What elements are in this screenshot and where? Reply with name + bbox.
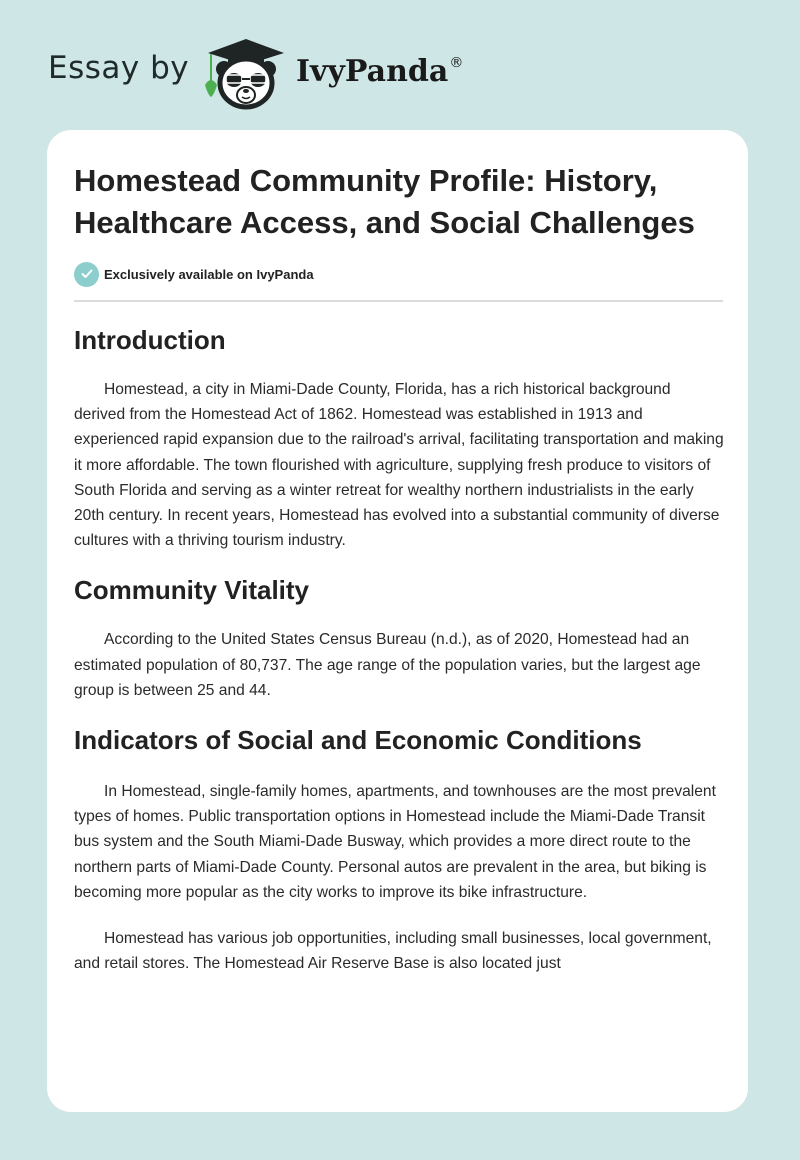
paragraph: Homestead, a city in Miami-Dade County, Florida, has a rich historical background derived from the Homestead Act of 1862. Homestead was established in 1913 and experienced rapid expansion due to the railroad's arrival, facilitating transportation and making it more affordable. The town flourished with agriculture, supplying fresh produce to visitors of South Florida and serving as a winter retreat for wealthy northern industrialists in the early 20th century. In recent years, Homestead has evolved into a substantial community of diverse cultures with a thriving tourism industry. <box>74 381 724 550</box>
exclusive-badge <box>74 262 724 286</box>
registered-mark: ® <box>449 55 464 71</box>
badge-label: Exclusively available on IvyPanda <box>104 266 314 282</box>
essay-by-label: Essay by <box>48 50 190 86</box>
brand-name[interactable] <box>296 54 463 89</box>
essay-card <box>47 130 748 1112</box>
divider <box>74 300 723 302</box>
panda-graduation-cap-icon[interactable] <box>200 35 292 110</box>
article-content <box>74 160 724 976</box>
paragraph: In Homestead, single-family homes, apartments, and townhouses are the most prevalent types of homes. Public transportation options in Homestead include the Miami-Dade Transit bus system and the South Miami-Dade Busway, which provides a more direct route to the northern parts of Miami-Dade County. Personal autos are prevalent in the area, but biking is becoming more popular as the city works to improve its bike infrastructure. <box>74 783 716 901</box>
brand-header <box>0 0 800 125</box>
page-title: Homestead Community Profile: History, Healthcare Access, and Social Challenges <box>74 163 695 240</box>
brand-name-text: IvyPanda <box>296 54 449 89</box>
section-heading-introduction: Introduction <box>74 325 226 355</box>
paragraph: Homestead has various job opportunities, including small businesses, local government, and retail stores. The Homestead Air Reserve Base is also located just <box>74 930 712 973</box>
check-circle-icon <box>74 262 99 287</box>
section-heading-indicators: Indicators of Social and Economic Conditions <box>74 725 642 756</box>
paragraph: According to the United States Census Bureau (n.d.), as of 2020, Homestead had an estimated population of 80,737. The age range of the population varies, but the largest age group is between 25 and 44. <box>74 631 701 699</box>
section-heading-community-vitality: Community Vitality <box>74 575 310 606</box>
